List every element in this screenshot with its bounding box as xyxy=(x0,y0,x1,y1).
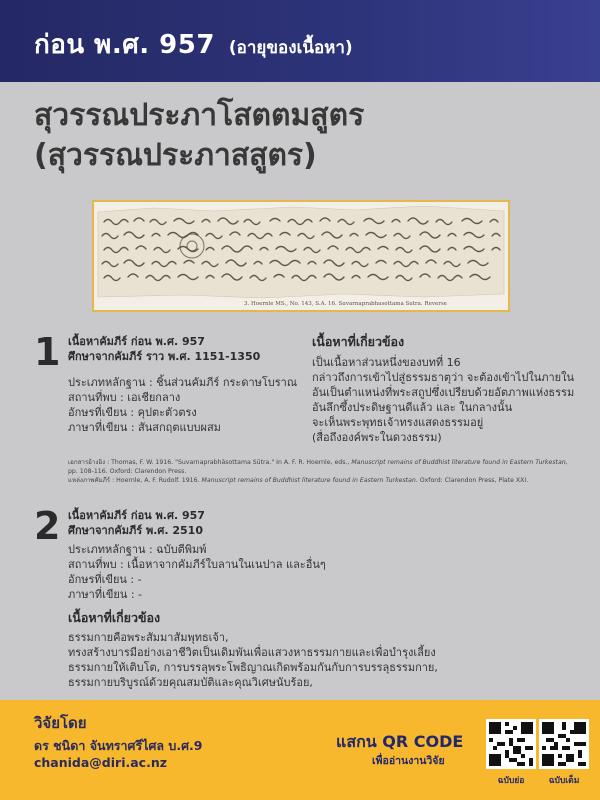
section1-references xyxy=(68,458,588,485)
reference-2 xyxy=(68,476,588,485)
manuscript-illustration xyxy=(94,202,508,310)
sutra-title-line2: (สุวรรณประภาสสูตร) xyxy=(34,138,317,173)
section2-number: 2 xyxy=(34,504,61,548)
section2-evidence-type: ประเภทหลักฐาน : ฉบับตีพิมพ์ xyxy=(68,543,207,556)
section1-details xyxy=(68,375,298,435)
reference-2-suffix: Oxford: Clarendon Press, Plate XXI. xyxy=(417,477,529,484)
section1-heading2: ศึกษาจากคัมภีร์ ราว พ.ศ. 1151-1350 xyxy=(68,350,261,363)
section2-heading xyxy=(68,508,205,538)
manuscript-caption: 3. Hoernle MS., No. 143, S.A. 16. Suvarnaprabhasottama Sutra. Reverse xyxy=(244,301,447,307)
qr-icon xyxy=(542,722,586,766)
researcher-email[interactable]: chanida@diri.ac.nz xyxy=(34,755,168,770)
qr-caption-short: ฉบับย่อ xyxy=(497,776,525,786)
reference-2-prefix: แหล่งภาพคัมภีร์ : Hoernle, A. F. Rudolf. 1916. xyxy=(68,477,202,484)
reference-1-title: Manuscript remains of Buddhist literature found in Eastern Turkestan, xyxy=(351,459,568,466)
section2-content-line: ธรรมกายบริบูรณ์ด้วยคุณสมบัติและคุณวิเศษนับร้อย, xyxy=(68,676,313,689)
reference-1-prefix: เอกสารอ้างอิง : Thomas, F. W. 1916. "Suvarnaprabhāsottama Sūtra." In A. F. R. Hoernle, eds., xyxy=(68,459,352,466)
section1-content-line: กล่าวถึงการเข้าไปสู่ธรรมธาตุว่า จะต้องเข้าไปในภายใน xyxy=(312,371,574,384)
section2-language: ภาษาที่เขียน : - xyxy=(68,588,143,601)
section2-details xyxy=(68,542,488,602)
section1-content-line: เป็นเนื้อหาส่วนหนึ่งของบทที่ 16 xyxy=(312,356,461,369)
section1-content-line: อันเป็นตำแหน่งที่พระสถูปซึ่งเปรียบด้วยอัตภาพแห่งธรรม xyxy=(312,386,575,399)
section2-content-line: ธรรมกายคือพระสัมมาสัมพุทธเจ้า, xyxy=(68,631,229,644)
section2-content xyxy=(68,630,588,690)
section1-content-line: (สื่อถึงองค์พระในดวงธรรม) xyxy=(312,431,442,444)
section1-content-line: จะเห็นพระพุทธเจ้าทรงแสดงธรรมอยู่ xyxy=(312,416,484,429)
section2-content-line: ธรรมกายให้เติบโต, การบรรลุพระโพธิญาณเกิดพร้อมกันกับการบรรลุธรรมกาย, xyxy=(68,661,438,674)
section1-script: อักษรที่เขียน : คุปตะตัวตรง xyxy=(68,406,197,419)
reference-1 xyxy=(68,458,588,467)
section1-content-line: อันลึกซึ้งประดิษฐานดีแล้ว และ ในกลางนั้น xyxy=(312,401,513,414)
header-title: ก่อน พ.ศ. 957 xyxy=(34,30,215,60)
scan-qr-sublabel: เพื่ออ่านงานวิจัย xyxy=(372,755,445,767)
header-bar xyxy=(0,0,600,82)
section1-heading xyxy=(68,334,260,364)
qr-code-short[interactable] xyxy=(486,719,536,769)
section2-heading2: ศึกษาจากคัมภีร์ พ.ศ. 2510 xyxy=(68,524,203,537)
section2-script: อักษรที่เขียน : - xyxy=(68,573,142,586)
reference-2-title: Manuscript remains of Buddhist literature found in Eastern Turkestan. xyxy=(201,477,418,484)
scan-qr-label: แสกน QR CODE xyxy=(336,732,464,751)
section1-content-heading: เนื้อหาที่เกี่ยวข้อง xyxy=(312,334,405,349)
qr-code-full[interactable] xyxy=(539,719,589,769)
qr-caption-full: ฉบับเต็ม xyxy=(548,776,580,786)
section1-language: ภาษาที่เขียน : สันสกฤตแบบผสม xyxy=(68,421,221,434)
section1-heading1: เนื้อหาคัมภีร์ ก่อน พ.ศ. 957 xyxy=(68,335,205,348)
header-subtitle: (อายุของเนื้อหา) xyxy=(228,38,353,58)
section1-evidence-type: ประเภทหลักฐาน : ชิ้นส่วนคัมภีร์ กระดาษโบราณ xyxy=(68,376,298,389)
section2-found-place: สถานที่พบ : เนื้อหาจากคัมภีร์ใบลานในเนปาล และอื่นๆ xyxy=(68,558,326,571)
section1-content xyxy=(312,355,592,445)
section1-found-place: สถานที่พบ : เอเชียกลาง xyxy=(68,391,181,404)
section2-heading1: เนื้อหาคัมภีร์ ก่อน พ.ศ. 957 xyxy=(68,509,205,522)
reference-1-pages: pp. 108-116. Oxford: Clarendon Press. xyxy=(68,468,187,475)
section2-content-line: ทรงสร้างบารมีอย่างเอาชีวิตเป็นเดิมพันเพื่อแสวงหาธรรมกายและเพื่อบำรุงเลี้ยง xyxy=(68,646,436,659)
manuscript-image xyxy=(92,200,510,312)
researcher-name: ดร ชนิดา จันทราศรีไศล บ.ศ.9 xyxy=(34,738,203,753)
section1-number: 1 xyxy=(34,330,61,374)
qr-icon xyxy=(489,722,533,766)
sutra-title xyxy=(34,96,574,176)
researcher-label: วิจัยโดย xyxy=(34,714,87,732)
section2-content-heading: เนื้อหาที่เกี่ยวข้อง xyxy=(68,610,161,625)
sutra-title-line1: สุวรรณประภาโสตตมสูตร xyxy=(34,98,365,133)
